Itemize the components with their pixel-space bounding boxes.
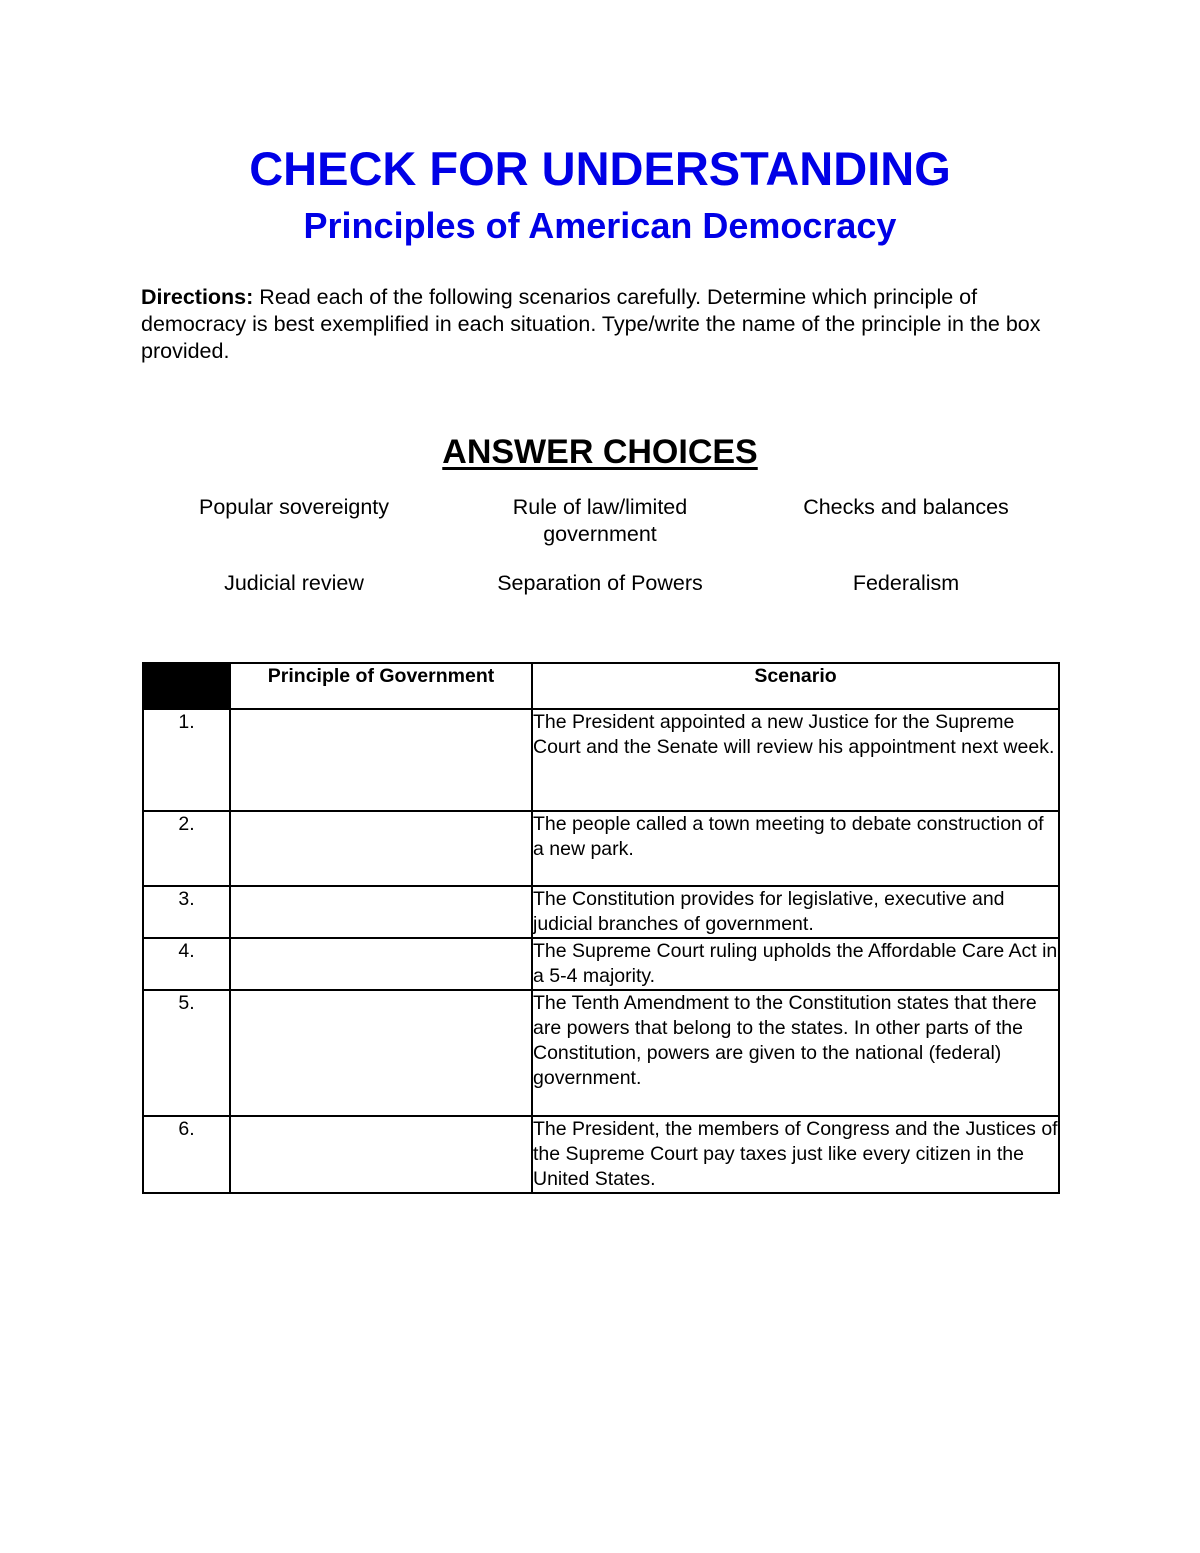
- answer-box[interactable]: [230, 1116, 532, 1193]
- answer-choices-row-2: [141, 570, 1059, 597]
- directions-paragraph: [141, 284, 1071, 365]
- choice-checks-and-balances: Checks and balances: [803, 495, 1009, 519]
- header-number-cell: [143, 663, 230, 709]
- choice-judicial-review: Judicial review: [224, 571, 364, 595]
- row-number: 5.: [143, 990, 230, 1116]
- header-scenario: Scenario: [532, 663, 1059, 709]
- answer-box[interactable]: [230, 990, 532, 1116]
- table-row: [143, 886, 1059, 938]
- table-row: [143, 811, 1059, 886]
- answer-box[interactable]: [230, 811, 532, 886]
- table-row: [143, 709, 1059, 811]
- row-number: 1.: [143, 709, 230, 811]
- answer-table: [142, 662, 1060, 1194]
- scenario-text: The President, the members of Congress and the Justices of the Supreme Court pay taxes just like every citizen in the United States.: [532, 1116, 1059, 1193]
- scenario-text: The people called a town meeting to debate construction of a new park.: [532, 811, 1059, 886]
- scenario-text: The President appointed a new Justice for the Supreme Court and the Senate will review his appointment next week.: [532, 709, 1059, 811]
- row-number: 2.: [143, 811, 230, 886]
- table-row: [143, 938, 1059, 990]
- answer-box[interactable]: [230, 709, 532, 811]
- header-principle: Principle of Government: [230, 663, 532, 709]
- row-number: 4.: [143, 938, 230, 990]
- choice-separation-of-powers: Separation of Powers: [497, 571, 703, 595]
- table-header-row: [143, 663, 1059, 709]
- directions-text: Read each of the following scenarios carefully. Determine which principle of democracy is best exemplified in each situation. Type/write the name of the principle in the box provided.: [141, 285, 1041, 363]
- table-row: [143, 1116, 1059, 1193]
- table-row: [143, 990, 1059, 1116]
- answer-box[interactable]: [230, 886, 532, 938]
- scenario-text: The Constitution provides for legislative, executive and judicial branches of government.: [532, 886, 1059, 938]
- directions-label: Directions:: [141, 285, 254, 309]
- page-title: CHECK FOR UNDERSTANDING: [249, 142, 951, 195]
- answer-choices-heading: ANSWER CHOICES: [442, 433, 758, 471]
- answer-box[interactable]: [230, 938, 532, 990]
- row-number: 6.: [143, 1116, 230, 1193]
- page-subtitle: Principles of American Democracy: [303, 205, 897, 246]
- row-number: 3.: [143, 886, 230, 938]
- scenario-text: The Tenth Amendment to the Constitution states that there are powers that belong to the states. In other parts of the Constitution, powers are given to the national (federal) government.: [532, 990, 1059, 1116]
- choice-rule-of-law: Rule of law/limited government: [512, 495, 688, 546]
- choice-popular-sovereignty: Popular sovereignty: [198, 495, 390, 519]
- choice-federalism: Federalism: [852, 571, 960, 595]
- scenario-text: The Supreme Court ruling upholds the Affordable Care Act in a 5-4 majority.: [532, 938, 1059, 990]
- answer-choices-row-1: [141, 494, 1059, 548]
